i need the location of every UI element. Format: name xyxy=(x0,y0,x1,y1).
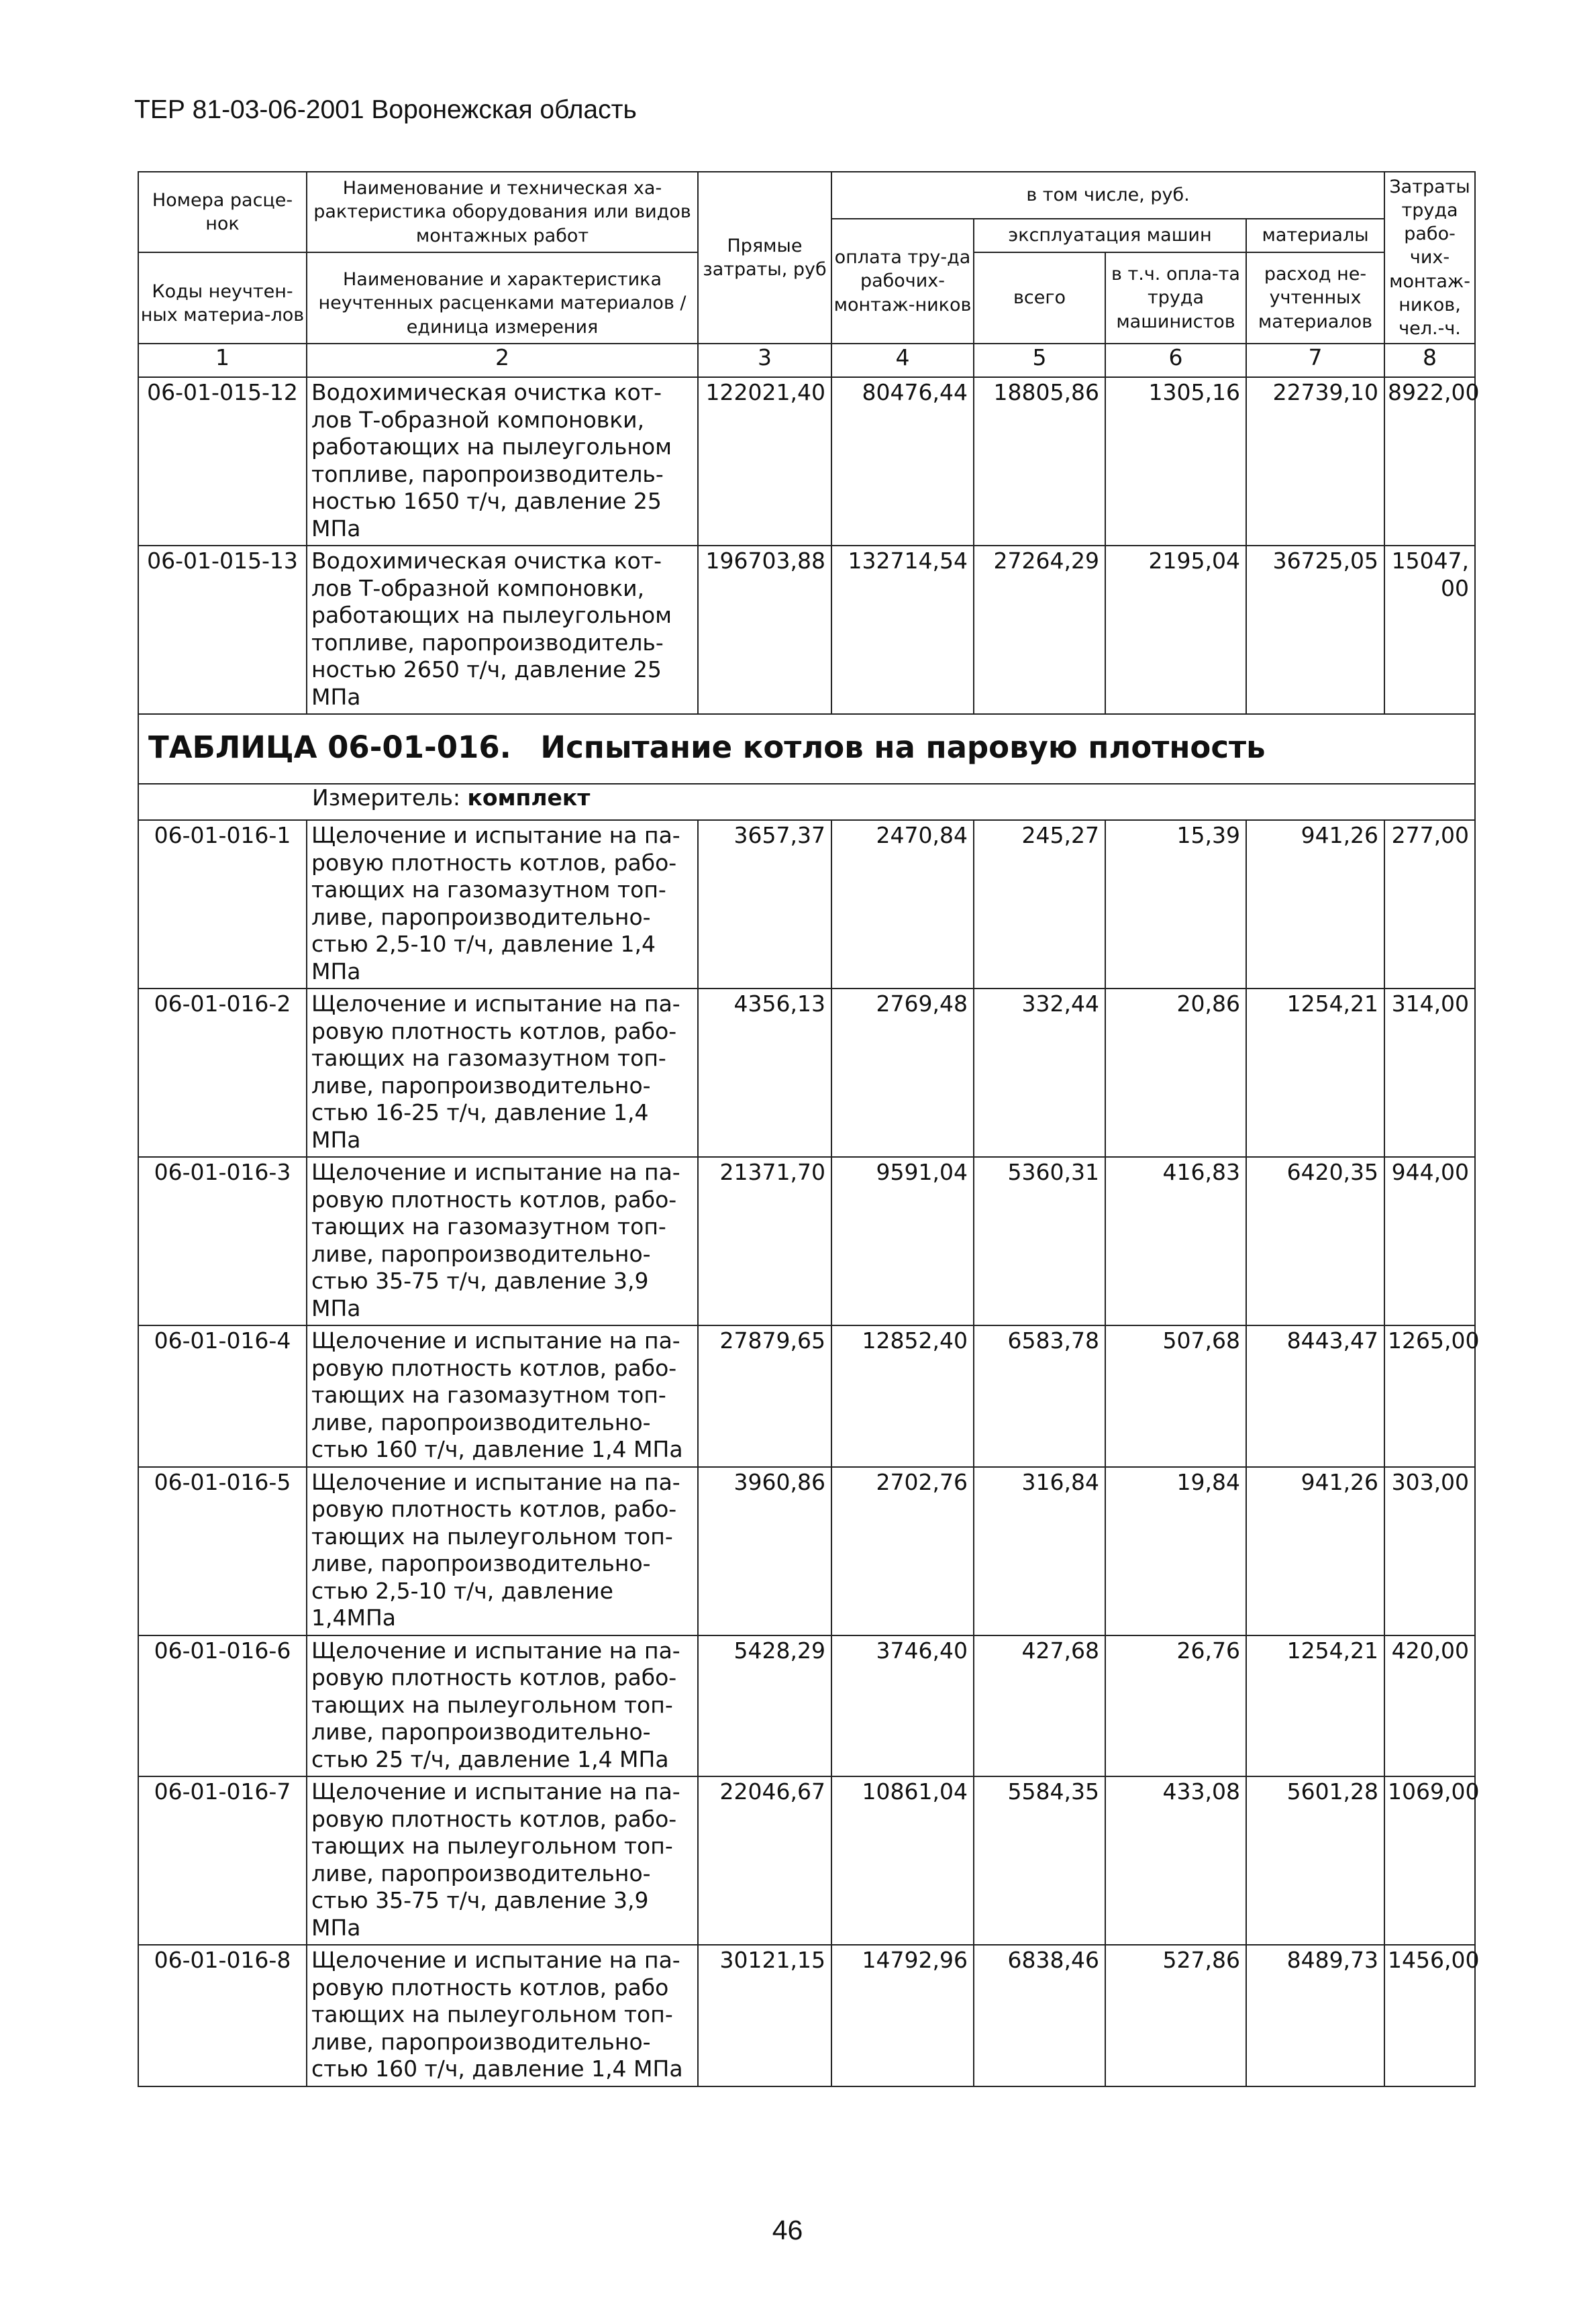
rate-code: 06-01-016-7 xyxy=(138,1776,307,1945)
rate-name-line: Щелочение и испытание на па- xyxy=(311,1468,680,1495)
rate-name-line: тающих на пылеугольном топ- xyxy=(311,1691,673,1718)
materials-cell: 22739,10 xyxy=(1246,377,1384,546)
rate-name-line: стью 35-75 т/ч, давление 3,9 xyxy=(311,1887,649,1913)
rate-name-line: стью 35-75 т/ч, давление 3,9 xyxy=(311,1268,649,1294)
rate-name-line: МПа xyxy=(311,958,361,984)
rate-code: 06-01-016-4 xyxy=(138,1325,307,1467)
rate-name-line: тающих на газомазутном топ- xyxy=(311,1382,666,1408)
direct-costs-cell: 21371,70 xyxy=(698,1157,831,1325)
column-number: 1 xyxy=(138,344,307,377)
machinist-wages-cell: 527,86 xyxy=(1105,1945,1246,2086)
rate-name-line: ливе, паропроизводительно- xyxy=(311,1072,651,1099)
measure-value: комплект xyxy=(467,785,591,811)
rate-name-line: Водохимическая очистка кот- xyxy=(311,379,662,405)
measure-label-text: Измеритель: xyxy=(312,785,461,811)
table-row xyxy=(138,546,1475,714)
machinist-wages-cell: 20,86 xyxy=(1105,989,1246,1157)
column-number: 3 xyxy=(698,344,831,377)
rate-name-line: стью 160 т/ч, давление 1,4 МПа xyxy=(311,1436,683,1462)
labor-cell xyxy=(1384,1325,1480,1467)
labor-line: 00 xyxy=(1441,574,1470,601)
labor-line: 277,00 xyxy=(1391,822,1470,848)
rate-code: 06-01-016-2 xyxy=(138,989,307,1157)
rate-name-line: ливе, паропроизводительно- xyxy=(311,1719,651,1745)
labor-line: 1069,00 xyxy=(1388,1778,1480,1805)
machines-cell: 27264,29 xyxy=(974,546,1105,714)
labor-cell xyxy=(1384,1945,1480,2086)
rate-name-line: стью 2,5-10 т/ч, давление xyxy=(311,1577,613,1604)
table-title-name: Испытание котлов на паровую плотность xyxy=(540,729,1266,765)
rate-name-line: МПа xyxy=(311,1914,361,1941)
header-row-1 xyxy=(138,172,1475,219)
machines-cell: 18805,86 xyxy=(974,377,1105,546)
rate-name-line: стью 25 т/ч, давление 1,4 МПа xyxy=(311,1746,669,1772)
rate-name-line: МПа xyxy=(311,683,361,710)
rate-name-line: ровую плотность котлов, рабо- xyxy=(311,1186,677,1213)
rate-name-line: тающих на газомазутном топ- xyxy=(311,876,666,903)
rate-name-line: Щелочение и испытание на па- xyxy=(311,1778,680,1805)
materials-cell: 5601,28 xyxy=(1246,1776,1384,1945)
header-machinist-wages: в т.ч. опла-та труда машинистов xyxy=(1105,252,1246,344)
header-machines: эксплуатация машин xyxy=(974,219,1246,252)
materials-cell: 36725,05 xyxy=(1246,546,1384,714)
direct-costs-cell: 22046,67 xyxy=(698,1776,831,1945)
machinist-wages-cell: 15,39 xyxy=(1105,820,1246,989)
rate-name xyxy=(307,1945,698,2086)
table-row xyxy=(138,1945,1475,2086)
direct-costs-cell: 4356,13 xyxy=(698,989,831,1157)
rate-name-line: стью 160 т/ч, давление 1,4 МПа xyxy=(311,2056,683,2082)
materials-cell: 6420,35 xyxy=(1246,1157,1384,1325)
rate-code: 06-01-016-3 xyxy=(138,1157,307,1325)
table-title-id: 06-01-016. xyxy=(327,729,511,765)
labor-line: 1456,00 xyxy=(1388,1947,1480,1973)
rate-name-line: ровую плотность котлов, рабо xyxy=(311,1974,669,2001)
wages-cell: 2702,76 xyxy=(831,1467,974,1635)
rate-name-line: ровую плотность котлов, рабо- xyxy=(311,1805,677,1832)
table-row xyxy=(138,1467,1475,1635)
wages-cell: 3746,40 xyxy=(831,1635,974,1777)
rate-name-line: ровую плотность котлов, рабо- xyxy=(311,1017,677,1044)
table-row xyxy=(138,1157,1475,1325)
labor-cell xyxy=(1384,1635,1475,1777)
rate-name-line: ровую плотность котлов, рабо- xyxy=(311,1354,677,1381)
rate-name-line: стью 16-25 т/ч, давление 1,4 xyxy=(311,1099,649,1125)
rate-name-line: ровую плотность котлов, рабо- xyxy=(311,849,677,876)
machines-cell: 5584,35 xyxy=(974,1776,1105,1945)
rate-name-line: Водохимическая очистка кот- xyxy=(311,548,662,574)
rate-name-line: ностью 1650 т/ч, давление 25 xyxy=(311,488,662,514)
rate-name-line: тающих на пылеугольном топ- xyxy=(311,1833,673,1859)
materials-cell: 1254,21 xyxy=(1246,1635,1384,1777)
rate-name-line: Щелочение и испытание на па- xyxy=(311,1947,680,1973)
machines-cell: 6583,78 xyxy=(974,1325,1105,1467)
header-codes-bottom: Коды неучтен-ных материа-лов xyxy=(138,252,307,344)
column-number: 2 xyxy=(307,344,698,377)
rate-name-line: работающих на пылеугольном xyxy=(311,434,672,460)
rate-name-line: ливе, паропроизводительно- xyxy=(311,2028,651,2055)
labor-line: 8922,00 xyxy=(1388,379,1480,405)
rate-name-line: Щелочение и испытание на па- xyxy=(311,1637,680,1664)
rate-name xyxy=(307,820,698,989)
column-number: 7 xyxy=(1246,344,1384,377)
machinist-wages-cell: 2195,04 xyxy=(1105,546,1246,714)
labor-cell xyxy=(1384,377,1480,546)
labor-line: 1265,00 xyxy=(1388,1327,1480,1354)
machinist-wages-cell: 433,08 xyxy=(1105,1776,1246,1945)
rate-name-line: Щелочение и испытание на па- xyxy=(311,1327,680,1354)
rate-name-line: топливе, паропроизводитель- xyxy=(311,460,664,487)
machines-cell: 5360,31 xyxy=(974,1157,1105,1325)
wages-cell: 2470,84 xyxy=(831,820,974,989)
measure-label xyxy=(138,784,1475,820)
rate-name xyxy=(307,1157,698,1325)
rate-name-line: МПа xyxy=(311,1295,361,1321)
rate-name xyxy=(307,1467,698,1635)
rate-name-line: ливе, паропроизводительно- xyxy=(311,1240,651,1267)
machinist-wages-cell: 19,84 xyxy=(1105,1467,1246,1635)
machines-cell: 6838,46 xyxy=(974,1945,1105,2086)
column-number: 5 xyxy=(974,344,1105,377)
table-title-row xyxy=(138,714,1475,784)
rate-code: 06-01-016-1 xyxy=(138,820,307,989)
header-unaccounted-materials: расход не-учтенных материалов xyxy=(1246,252,1384,344)
column-numbers-row xyxy=(138,344,1475,377)
direct-costs-cell: 30121,15 xyxy=(698,1945,831,2086)
rate-code: 06-01-016-5 xyxy=(138,1467,307,1635)
materials-cell: 941,26 xyxy=(1246,1467,1384,1635)
rate-name xyxy=(307,1635,698,1777)
table-row xyxy=(138,1776,1475,1945)
wages-cell: 14792,96 xyxy=(831,1945,974,2086)
machines-cell: 245,27 xyxy=(974,820,1105,989)
wages-cell: 132714,54 xyxy=(831,546,974,714)
rate-name xyxy=(307,989,698,1157)
labor-cell xyxy=(1384,1467,1475,1635)
labor-line: 944,00 xyxy=(1391,1159,1470,1185)
machinist-wages-cell: 26,76 xyxy=(1105,1635,1246,1777)
materials-cell: 8443,47 xyxy=(1246,1325,1384,1467)
rate-name-line: стью 2,5-10 т/ч, давление 1,4 xyxy=(311,931,656,957)
labor-cell xyxy=(1384,1157,1475,1325)
rate-name-line: ливе, паропроизводительно- xyxy=(311,1409,651,1435)
wages-cell: 80476,44 xyxy=(831,377,974,546)
column-number: 4 xyxy=(831,344,974,377)
direct-costs-cell: 5428,29 xyxy=(698,1635,831,1777)
rate-name-line: ностью 2650 т/ч, давление 25 xyxy=(311,656,662,683)
machinist-wages-cell: 507,68 xyxy=(1105,1325,1246,1467)
labor-line: 420,00 xyxy=(1391,1637,1470,1664)
direct-costs-cell: 196703,88 xyxy=(698,546,831,714)
page-number: 46 xyxy=(772,2215,803,2245)
rate-name-line: ливе, паропроизводительно- xyxy=(311,903,651,930)
labor-cell xyxy=(1384,820,1475,989)
running-head: ТЕР 81-03-06-2001 Воронежская область xyxy=(134,95,637,124)
direct-costs-cell: 122021,40 xyxy=(698,377,831,546)
rate-name xyxy=(307,546,698,714)
wages-cell: 10861,04 xyxy=(831,1776,974,1945)
rate-name xyxy=(307,1325,698,1467)
table-row xyxy=(138,1635,1475,1777)
rate-name xyxy=(307,377,698,546)
rate-name-line: тающих на газомазутном топ- xyxy=(311,1045,666,1071)
rate-name-line: Щелочение и испытание на па- xyxy=(311,991,680,1017)
rate-name-line: ровую плотность котлов, рабо- xyxy=(311,1496,677,1522)
machinist-wages-cell: 416,83 xyxy=(1105,1157,1246,1325)
rate-name-line: лов Т-образной компоновки, xyxy=(311,574,645,601)
rate-name-line: ливе, паропроизводительно- xyxy=(311,1860,651,1886)
rate-code: 06-01-016-8 xyxy=(138,1945,307,2086)
machines-cell: 332,44 xyxy=(974,989,1105,1157)
machines-cell: 316,84 xyxy=(974,1467,1105,1635)
materials-cell: 941,26 xyxy=(1246,820,1384,989)
labor-line: 314,00 xyxy=(1391,991,1470,1017)
rate-code: 06-01-016-6 xyxy=(138,1635,307,1777)
rate-name-line: тающих на газомазутном топ- xyxy=(311,1213,666,1240)
header-including: в том числе, руб. xyxy=(831,172,1384,219)
rate-name-line: МПа xyxy=(311,515,361,542)
rate-name-line: ровую плотность котлов, рабо- xyxy=(311,1664,677,1690)
table-row xyxy=(138,1325,1475,1467)
direct-costs-cell: 3657,37 xyxy=(698,820,831,989)
rate-name-line: Щелочение и испытание на па- xyxy=(311,1159,680,1185)
column-number: 8 xyxy=(1384,344,1475,377)
column-number: 6 xyxy=(1105,344,1246,377)
direct-costs-cell: 27879,65 xyxy=(698,1325,831,1467)
measure-row xyxy=(138,784,1475,820)
direct-costs-cell: 3960,86 xyxy=(698,1467,831,1635)
labor-cell xyxy=(1384,546,1475,714)
labor-line: 303,00 xyxy=(1391,1468,1470,1495)
labor-cell xyxy=(1384,989,1475,1157)
labor-cell xyxy=(1384,1776,1480,1945)
header-materials: материалы xyxy=(1246,219,1384,252)
price-table xyxy=(138,171,1480,2087)
rate-name-line: тающих на пылеугольном топ- xyxy=(311,2001,673,2027)
rate-name-line: тающих на пылеугольном топ- xyxy=(311,1523,673,1550)
header-machines-total: всего xyxy=(974,252,1105,344)
rate-name-line: МПа xyxy=(311,1126,361,1153)
machines-cell: 427,68 xyxy=(974,1635,1105,1777)
header-direct-costs: Прямые затраты, руб xyxy=(698,172,831,344)
rate-name-line: топливе, паропроизводитель- xyxy=(311,629,664,656)
rate-code: 06-01-015-12 xyxy=(138,377,307,546)
rate-name-line: работающих на пылеугольном xyxy=(311,602,672,628)
table-title-prefix: ТАБЛИЦА xyxy=(148,729,317,765)
header-codes-top: Номера расце-нок xyxy=(138,172,307,252)
wages-cell: 9591,04 xyxy=(831,1157,974,1325)
rate-name xyxy=(307,1776,698,1945)
table-row xyxy=(138,989,1475,1157)
table-row xyxy=(138,377,1475,546)
header-name-top: Наименование и техническая ха-рактеристика оборудования или видов монтажных работ xyxy=(307,172,698,252)
wages-cell: 12852,40 xyxy=(831,1325,974,1467)
materials-cell: 8489,73 xyxy=(1246,1945,1384,2086)
labor-line: 15047, xyxy=(1391,548,1470,574)
rate-name-line: лов Т-образной компоновки, xyxy=(311,406,645,433)
rate-name-line: 1,4МПа xyxy=(311,1605,396,1631)
materials-cell: 1254,21 xyxy=(1246,989,1384,1157)
header-wages: оплата тру-да рабочих-монтаж-ников xyxy=(831,219,974,344)
machinist-wages-cell: 1305,16 xyxy=(1105,377,1246,546)
wages-cell: 2769,48 xyxy=(831,989,974,1157)
header-name-bottom: Наименование и характеристика неучтенных расценками материалов / единица измерения xyxy=(307,252,698,344)
table-row xyxy=(138,820,1475,989)
rate-code: 06-01-015-13 xyxy=(138,546,307,714)
table-title xyxy=(138,714,1475,784)
rate-name-line: ливе, паропроизводительно- xyxy=(311,1550,651,1576)
rate-name-line: Щелочение и испытание на па- xyxy=(311,822,680,848)
header-labor: Затраты труда рабо-чих-монтаж-ников, чел.-ч. xyxy=(1384,172,1475,344)
